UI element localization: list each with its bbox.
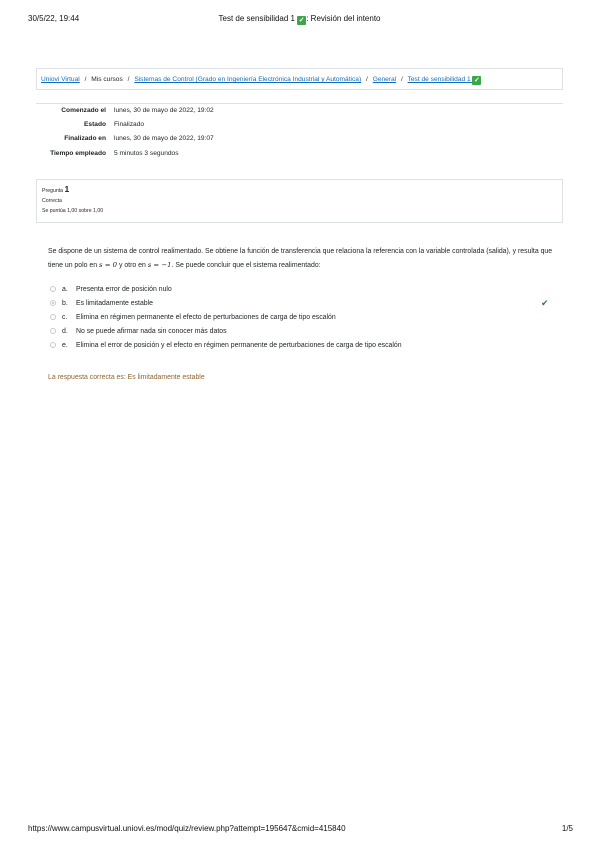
attempt-summary [36,103,563,161]
print-title-text: Test de sensibilidad 1 [218,14,295,23]
answer-option-e[interactable] [50,338,560,352]
check-icon: ✔ [541,297,549,308]
print-url: https://www.campusvirtual.uniovi.es/mod/quiz/review.php?attempt=195647&cmid=415840 [28,824,346,833]
option-letter: d. [62,327,68,335]
summary-row-time [36,147,214,161]
answer-option-b[interactable] [50,296,560,310]
print-date: 30/5/22, 19:44 [28,14,80,23]
breadcrumb-separator: / [366,76,368,83]
answer-option-d[interactable] [50,324,560,338]
option-letter: c. [62,313,68,321]
question-grade: Se puntúa 1,00 sobre 1,00 [42,208,104,214]
summary-label: Tiempo empleado [50,149,106,157]
question-number-value: 1 [64,184,70,194]
question-info [36,179,563,223]
breadcrumb-test[interactable] [408,76,482,83]
question-number [42,184,557,194]
option-text: No se puede afirmar nada sin conocer más datos [76,327,227,335]
question-text-b: y otro en [117,261,148,269]
breadcrumb-uniovi-virtual[interactable]: Uniovi Virtual [41,76,80,83]
summary-value: Finalizado [114,121,145,129]
question-text-a: Se dispone de un sistema de control realimentado. Se obtiene la función de transferencia que relaciona la referencia con la variable controlada (salida), y resulta que tiene un polo en [48,248,553,269]
print-title [0,14,599,25]
breadcrumb-mis-cursos: Mis cursos [91,76,123,83]
summary-value: lunes, 30 de mayo de 2022, 19:02 [114,107,214,114]
option-text: Elimina en régimen permanente el efecto de perturbaciones de carga de tipo escalón [76,313,336,321]
print-title-suffix: : Revisión del intento [306,14,381,23]
breadcrumb-separator: / [84,76,87,83]
question-state: Correcta [42,198,62,204]
question-text [48,246,558,272]
summary-label: Estado [84,121,106,129]
radio-button[interactable] [50,342,56,348]
check-mark-icon: ✓ [474,77,480,84]
check-mark-icon: ✓ [298,17,305,24]
summary-value: 5 minutos 3 segundos [114,149,179,157]
breadcrumb [36,68,563,90]
option-letter: e. [62,341,68,349]
radio-button[interactable] [50,314,56,320]
option-letter: b. [62,299,68,307]
summary-label: Finalizado en [64,135,106,143]
option-letter: a. [62,285,68,293]
math-pole-1: s = 0 [98,260,118,269]
answer-options [50,282,560,352]
summary-row-finished [36,132,214,146]
radio-button[interactable] [50,328,56,334]
option-text: Presenta error de posición nulo [76,285,172,293]
summary-value: lunes, 30 de mayo de 2022, 19:07 [114,135,214,143]
breadcrumb-separator: / [401,76,403,83]
option-text: Es limitadamente estable [76,299,153,307]
breadcrumb-general[interactable]: General [372,76,397,83]
page-number: 1/5 [561,824,573,833]
option-text: Elimina el error de posición y el efecto en régimen permanente de perturbaciones de carga de tipo escalón [76,341,402,349]
summary-row-started [36,104,214,118]
answer-option-a[interactable] [50,282,560,296]
question-prefix: Pregunta [42,188,64,194]
radio-button-selected[interactable] [50,300,56,306]
breadcrumb-separator: / [127,76,130,83]
summary-label: Comenzado el [61,107,106,114]
summary-table [36,104,214,161]
correct-answer-feedback: La respuesta correcta es: Es limitadamente estable [48,374,205,381]
breadcrumb-course[interactable]: Sistemas de Control (Grado en Ingeniería Electrónica Industrial y Automática) [134,76,362,83]
question-text-c: . Se puede concluir que el sistema realimentado: [171,261,321,269]
summary-row-state [36,118,214,132]
breadcrumb-test-label: Test de sensibilidad 1 [407,76,471,83]
answer-option-c[interactable] [50,310,560,324]
radio-button[interactable] [50,286,56,292]
math-pole-2: s = −1 [147,260,172,269]
